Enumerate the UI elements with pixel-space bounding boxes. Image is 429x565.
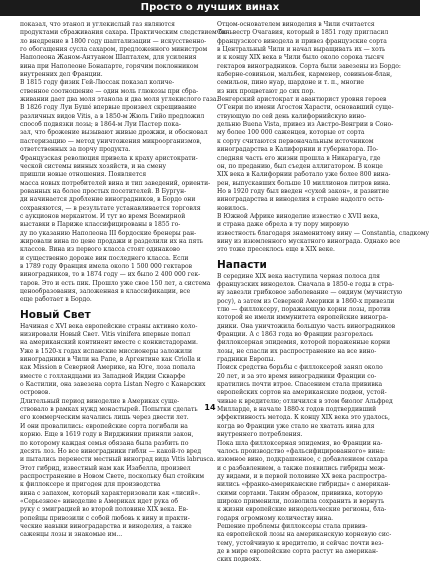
text-line: нились «франко-американские гибриды» с американ- <box>217 481 391 489</box>
page-number: 14 <box>204 403 216 412</box>
text-line: семильон, пино нуар, шардоне и т. п., многие <box>217 79 364 87</box>
text-line: Уже в 1520-х годах испанские миссионеры заложили <box>20 347 193 355</box>
text-line: жировали вина по цене продажи и разделили их на пять <box>20 237 203 245</box>
text-line: О'Генри по имени Агостон Харасти, основавший суще- <box>217 104 394 112</box>
text-line: Пока шла филлоксерная эпидемия, во Франции на- <box>217 439 383 447</box>
text-line: и с разбавлением, а также появились гибриды меж- <box>217 464 386 472</box>
text-line: к филлоксере и пригоден для производства <box>20 481 161 489</box>
text-line: живании дает два моля этанола и два моля углекислого газа. <box>20 96 219 104</box>
text-line: следняя часть его жизни прошла в Никарагуа, где <box>217 154 381 162</box>
text-line: виноградарства в Калифорнии и губернатора. По- <box>217 146 379 154</box>
text-line: ских подвоях. <box>217 556 262 564</box>
text-line: В 1815 году физик Гей-Люссак показал количе- <box>20 79 175 87</box>
text-line: ло внедрение в 1800 году шаптализации — искусственно- <box>20 37 207 45</box>
text-line: французских виноделов. Сначала в 1850-е годы в стра- <box>217 280 394 288</box>
text-line: Этот гибрид, известный нам как Изабелла, произвел <box>20 464 191 472</box>
right-paragraph-block-1 <box>217 21 429 255</box>
text-line: он, по преданию, был съеден аллигатором. В конце <box>217 162 383 170</box>
text-line: го обогащения сусла сахаром, предложенного министром <box>20 46 208 54</box>
text-line: и существенно дороже вин последнего класса. Если <box>20 254 189 262</box>
text-line: продуктами сбраживания сахара. Практическим следствием бы- <box>20 29 230 37</box>
text-line: и страна даже обрела в ту пору мировую <box>217 221 349 229</box>
text-line: корню. Еще в 1619 году в Вирджинии приняли закон, <box>20 431 194 439</box>
text-line: лозы, не спасли их распространение на все вино- <box>217 347 377 355</box>
text-line: виноградарства и виноделия в стране надолго оста- <box>217 196 385 204</box>
text-line: и к концу XIX века в Чили было около сорока тысяч <box>217 54 385 62</box>
text-line: классов. Вина из первого класса стоят одинаково <box>20 246 180 254</box>
text-line: Но в 1920 году был введен «сухой закон», и развитие <box>217 187 390 195</box>
text-line: ческие навыки виноградарства и виноделия, а также <box>20 522 192 530</box>
text-line: которой не имели иммунитета европейские виногра- <box>217 314 388 322</box>
text-line: виноградников, то в 1874 году — их было 2 400 000 гек- <box>20 271 201 279</box>
text-line: дники. Она уничтожила большую часть виноградников <box>217 322 396 330</box>
text-line: распространение в Новом Свете, поскольку был стойким <box>20 472 205 480</box>
section-heading-new-world: Новый Свет <box>20 308 91 321</box>
text-line: Поиск средства борьбы с филлоксерой занял около <box>217 364 383 372</box>
text-line: ди начинается дробление виноградников, в Бордо они <box>20 196 196 204</box>
text-line: ценообразования, заложенная в классификации, все <box>20 288 191 295</box>
text-line: саженцы лозы и знакомые им... <box>20 531 123 539</box>
text-line: и пытались перенести местный виноград вида Vitis labrusca. <box>20 456 216 464</box>
text-line: ду по указанию Наполеона III бордоские бренеры ран- <box>20 229 197 237</box>
right-paragraph-block-2 <box>217 272 403 565</box>
text-line: кратились почти втрое. Спасением стала прививка <box>217 381 383 389</box>
text-line: европейских сортов на американские подвои, устой- <box>217 389 387 397</box>
text-line: на американский континент вместе с конкистадорами. <box>20 339 198 347</box>
text-line: скими сортами. Таким образом, прививка, которую <box>217 489 383 497</box>
text-line: известность благодаря знаменитому вину — Constantia, сладкому <box>217 229 429 237</box>
text-line: чалось производство «фальсифицированного» вина: <box>217 447 386 455</box>
text-line: XIX века в Калифорнии работало уже более 800 вина- <box>217 171 391 179</box>
text-line: тему, устойчивую к вредителю, и сейчас почти вез- <box>217 539 384 547</box>
text-line: ческой системы винных хозяйств, и на смену <box>20 162 167 170</box>
text-line: рен, выпускавших больше 10 миллионов литров вина. <box>217 179 391 187</box>
text-line: градники Европы. <box>217 356 276 364</box>
text-line: когда во Франции уже стало не хватать вина для <box>217 422 375 430</box>
text-line: десять лоз. Но все виноградники гибли — какой-то вред <box>20 447 202 455</box>
text-line: масса новых потребителей вина и тип заведений, ориенти- <box>20 179 211 187</box>
text-line: это тоже пресеклось еще в XIX веке. <box>217 246 335 254</box>
text-line: каберне-совиньон, мальбек, карменер, совиньон-блан, <box>217 71 393 79</box>
text-line: зал, что брожение вызывают живые дрожжи, и обосновал <box>20 129 208 137</box>
text-line: новилось. <box>217 204 249 212</box>
text-line: ка европейской лозы на американскую корневую сис- <box>217 531 392 539</box>
text-line: В 1826 году Луи Бушé впервые произвел скрещивание <box>20 104 197 112</box>
text-line: пришли новые отношения. Появляется <box>20 171 147 179</box>
text-line: ответственных за порчу продукта. <box>20 146 131 154</box>
text-line: внутренних дел Франции. <box>20 71 103 79</box>
text-line: В середине XIX века наступила черная полоса для <box>217 272 380 280</box>
text-line: к сорту считаются первоначальным источником <box>217 137 374 145</box>
text-line: о Кастилии, она завезена сорта Listan Negro с Канарских <box>20 381 206 389</box>
text-line: французского винодела и привез французские сорта <box>217 37 387 45</box>
text-line: Наполеона Жаном-Антуаном Шапталем, для усиления <box>20 54 197 62</box>
text-line: ственное соотношение — один моль глюкозы при сбра- <box>20 87 199 95</box>
text-line: гектаров виноградников. Сорта были завезены из Бордо: <box>217 62 401 70</box>
section-heading-troubles: Напасти <box>217 258 267 271</box>
text-line: филлоксерная эпидемия, которой пораженные корни <box>217 339 391 347</box>
text-line: де в мире европейские сорта растут на американ- <box>217 547 379 555</box>
text-line: ну завезли грибковое заболевание — оидиум (мучнистую <box>217 289 403 297</box>
text-line: островов. <box>20 389 51 397</box>
text-line: низировали Новый Свет. Vitis vinifera впервые попал <box>20 331 191 339</box>
text-line: ствовало в рамках нужд монастырей. Попытки сделать <box>20 406 198 414</box>
text-line: Франции. А с 1863 года во Франции разгорелась <box>217 331 374 339</box>
text-line: рованных на более простых посетителей. В Бургун- <box>20 187 187 195</box>
text-line: ду видами, и в первой половине XX века распростра- <box>217 472 387 480</box>
text-line: по которому каждая семья обязана была разбить по <box>20 439 189 447</box>
text-line: к жизни европейские винодельческие регионы, бла- <box>217 506 387 514</box>
text-line: его коммерческим начались лишь через двести лет. <box>20 414 189 422</box>
text-line: широко применили, позволила сохранить и вернуть <box>217 497 385 505</box>
text-line: пастеризацию — метод уничтожения микроорганизмов, <box>20 137 202 145</box>
text-line: дельню Buena Vista, привез из Австро-Венгрии в Соно- <box>217 121 394 129</box>
text-line: «Серьезное» виноделие в Америках идет рука об <box>20 497 179 505</box>
text-line: И они провалились: европейские сорта погибали на <box>20 422 188 430</box>
text-line: Длительный период виноделие в Америках суще- <box>20 397 180 405</box>
text-line: выставки в Париже классифицированы в 1855 го- <box>20 221 181 229</box>
text-line: вина с запахом, который характеризовали как «лисий». <box>20 489 201 497</box>
text-line: му более 100 000 саженцев, которые от сорта <box>217 129 365 137</box>
text-line: Отцом-основателем виноделия в Чили считается <box>217 21 375 28</box>
text-line: вину из изюмленного мускатного винограда. Однако все <box>217 237 401 245</box>
text-line: показал, что этанол и углекислый газ являются <box>20 21 175 28</box>
text-line: В Южной Африке виноделие известно с XVII века, <box>217 212 380 220</box>
text-line: тлю — филлоксеру, поражающую корни лозы, против <box>217 306 391 313</box>
text-line: в Центральный Чили и начал выращивать их — хоть <box>217 46 386 54</box>
text-line: как Mission в Северной Америке, на Юге, лоза попала <box>20 364 196 372</box>
text-line: таров. Это и есть пик. Прошло уже свое 150 лет, а система <box>20 279 211 287</box>
text-line: Сильвестр Очагавия, который в 1851 году пригласил <box>217 29 389 37</box>
text-line: Решение проблемы филлоксеры стала привив- <box>217 522 368 530</box>
text-line: изюмное вино, подкрашенное, с добавлением сахара <box>217 456 388 464</box>
text-line: ствующую по сей день калифорнийскую вино- <box>217 112 367 120</box>
text-line: Начиная с XVI века европейские страны активно коло- <box>20 322 198 330</box>
text-line: годаря огромному количеству вина. <box>217 514 334 522</box>
text-line: чивые к вредителю; отличился в этом биолог Альфред <box>217 397 393 405</box>
text-line: из них процветают до сих пор. <box>217 87 316 95</box>
text-line: Венгерский аристократ и авантюрист уровня героев <box>217 96 387 104</box>
running-header: Просто о лучших винах <box>0 0 420 16</box>
text-line: ропейцы привозили с собой любовь к вину и практи- <box>20 514 190 522</box>
text-line: виноградники в Чили на Рапе, в Аргентине как Criolla и <box>20 356 201 364</box>
text-line: вина при Наполеоне Бонапарте, горячим поклонником <box>20 62 199 70</box>
left-paragraph-block-1 <box>20 21 230 305</box>
text-line: 20 лет, и за это время виноградники Франции со- <box>217 372 377 380</box>
text-line: еще работает в Бордо. <box>20 296 92 304</box>
text-line: руку с эмиграцией во второй половине XIX века. Ев- <box>20 506 189 514</box>
text-line: различных видов Vitis, а в 1850-м Жюль Гийо предложил <box>20 112 205 120</box>
text-line: Милларде, в начале 1880-х годов подтвердивший <box>217 406 377 414</box>
text-line: способ подвязки лозы; в 1864-м Луи Пастер пока- <box>20 121 181 129</box>
text-line: вместе с голландцами из Западной Индии Скварфе <box>20 372 186 380</box>
text-line: эффективность метода. К концу XIX века это удалось, <box>217 414 390 422</box>
text-line: Французская революция привела к краху аристократи- <box>20 154 198 162</box>
right-column <box>217 21 429 564</box>
text-line: с аукционов меркантом. И тут во время Всемирной <box>20 212 186 220</box>
text-line: внутреннего потребления. <box>217 431 303 439</box>
text-line: в 1789 году Франция имела около 1 500 000 гектаров <box>20 262 193 270</box>
text-line: росу), а затем из Северной Америки в 1860-х привезли <box>217 297 395 305</box>
text-line: сохраняются, — в результате устанавливается торговля <box>20 204 201 212</box>
